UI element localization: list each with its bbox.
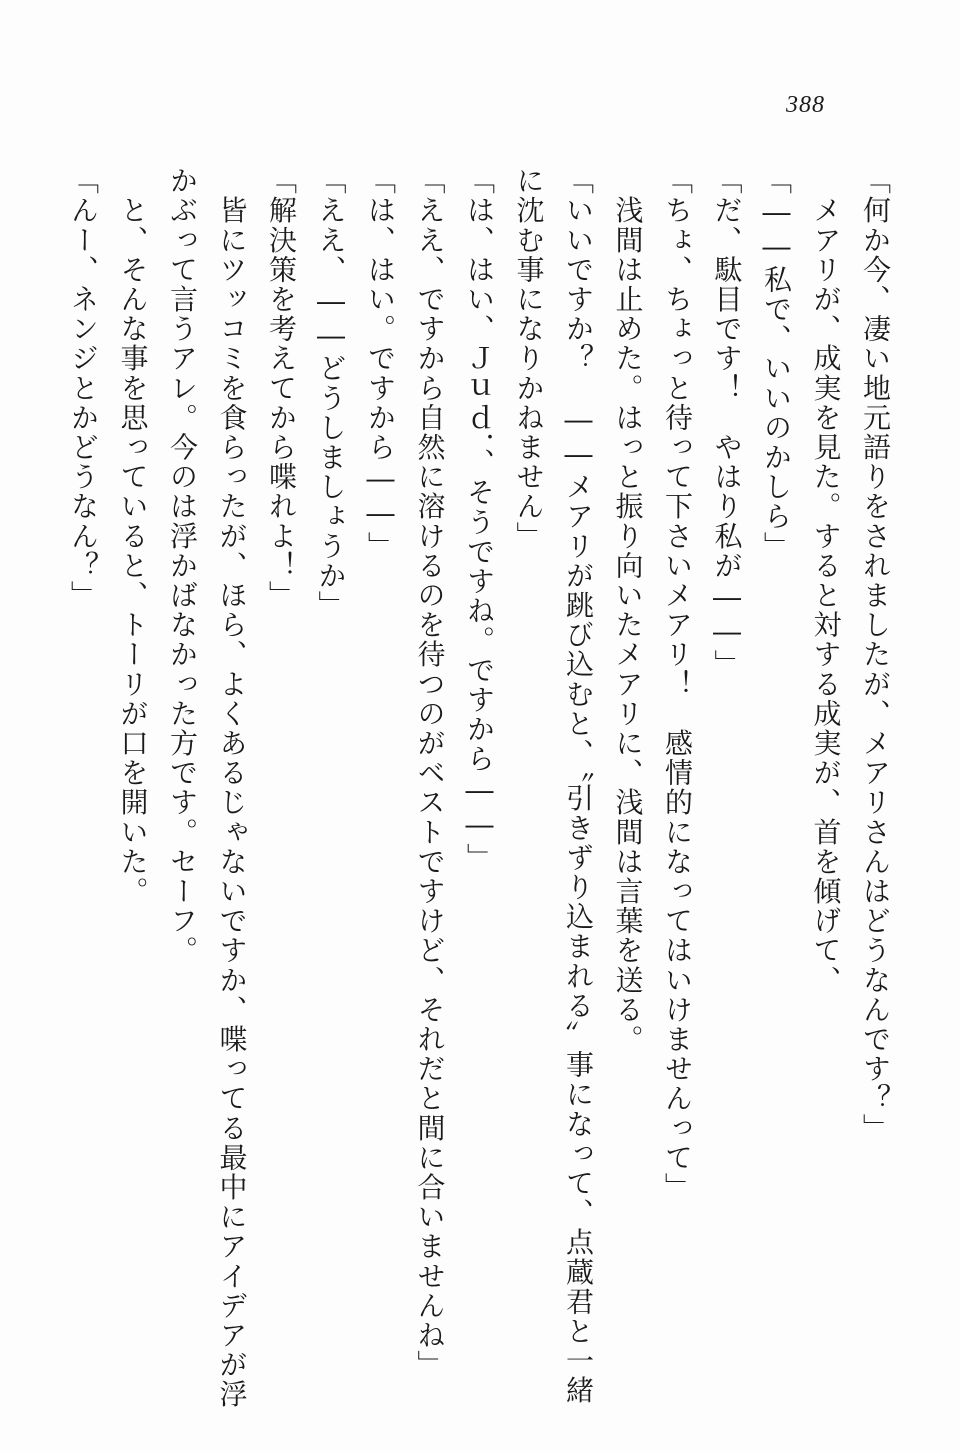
- line-text: 「何か今、凄い地元語りをされましたが、メアリさんはどうなんです？」: [859, 166, 892, 1143]
- line-text: 「いいですか？ ――メアリが跳び込むと、〝引きずり込まれる〟事になって、点蔵君と一緒: [562, 166, 595, 1406]
- text-line: [108, 166, 158, 1366]
- text-line: [752, 166, 802, 1366]
- text-line: [851, 166, 901, 1366]
- text-line: [653, 166, 703, 1366]
- text-line: [207, 166, 257, 1410]
- text-line: [504, 166, 554, 1366]
- line-text: 「解決策を考えてから喋れよ！」: [265, 166, 298, 610]
- line-text: に沈む事になりかねません」: [512, 166, 546, 551]
- line-text: 「は、はい。ですから――」: [364, 166, 397, 561]
- line-text: 「だ、駄目です！ やはり私が――」: [710, 166, 744, 680]
- line-text: メアリが、成実を見た。すると対する成実が、首を傾げて、: [809, 166, 843, 995]
- line-text: 「んー、ネンジとかどうなん？」: [67, 166, 100, 610]
- text-line: [554, 166, 604, 1406]
- text-line: [356, 166, 406, 1366]
- text-line: [158, 166, 208, 1366]
- line-text: 「ちょ、ちょっと待って下さいメアリ！ 感情的になってはいけませんって」: [661, 166, 694, 1202]
- text-line: [405, 166, 455, 1380]
- page-number: 388: [786, 92, 825, 118]
- text-line: [455, 166, 505, 1366]
- line-text: 浅間は止めた。はっと振り向いたメアリに、浅間は言葉を送る。: [611, 166, 645, 1054]
- line-text: 「ええ、――どうしましょうか」: [314, 166, 348, 620]
- line-text: 「――私で、いいのかしら」: [760, 166, 793, 561]
- vertical-text-block: [59, 166, 901, 1410]
- line-text: かぶって言うアレ。今のは浮かばなかった方です。セーフ。: [166, 166, 199, 966]
- line-text: と、そんな事を思っていると、トーリが口を開いた。: [116, 166, 150, 906]
- text-line: [59, 166, 109, 1366]
- line-text: 皆にツッコミを食らったが、ほら、よくあるじゃないですか、喋ってる最中にアイデアが浮: [215, 166, 249, 1410]
- text-line: [603, 166, 653, 1366]
- line-text: 「は、はい、Ｊｕｄ．、そうですね。ですから――」: [463, 166, 496, 873]
- text-line: [257, 166, 307, 1366]
- text-line: [306, 166, 356, 1366]
- line-text: 「ええ、ですから自然に溶けるのを待つのがベストですけど、それだと間に合いませんね」: [413, 166, 447, 1380]
- text-line: [801, 166, 851, 1366]
- text-line: [702, 166, 752, 1366]
